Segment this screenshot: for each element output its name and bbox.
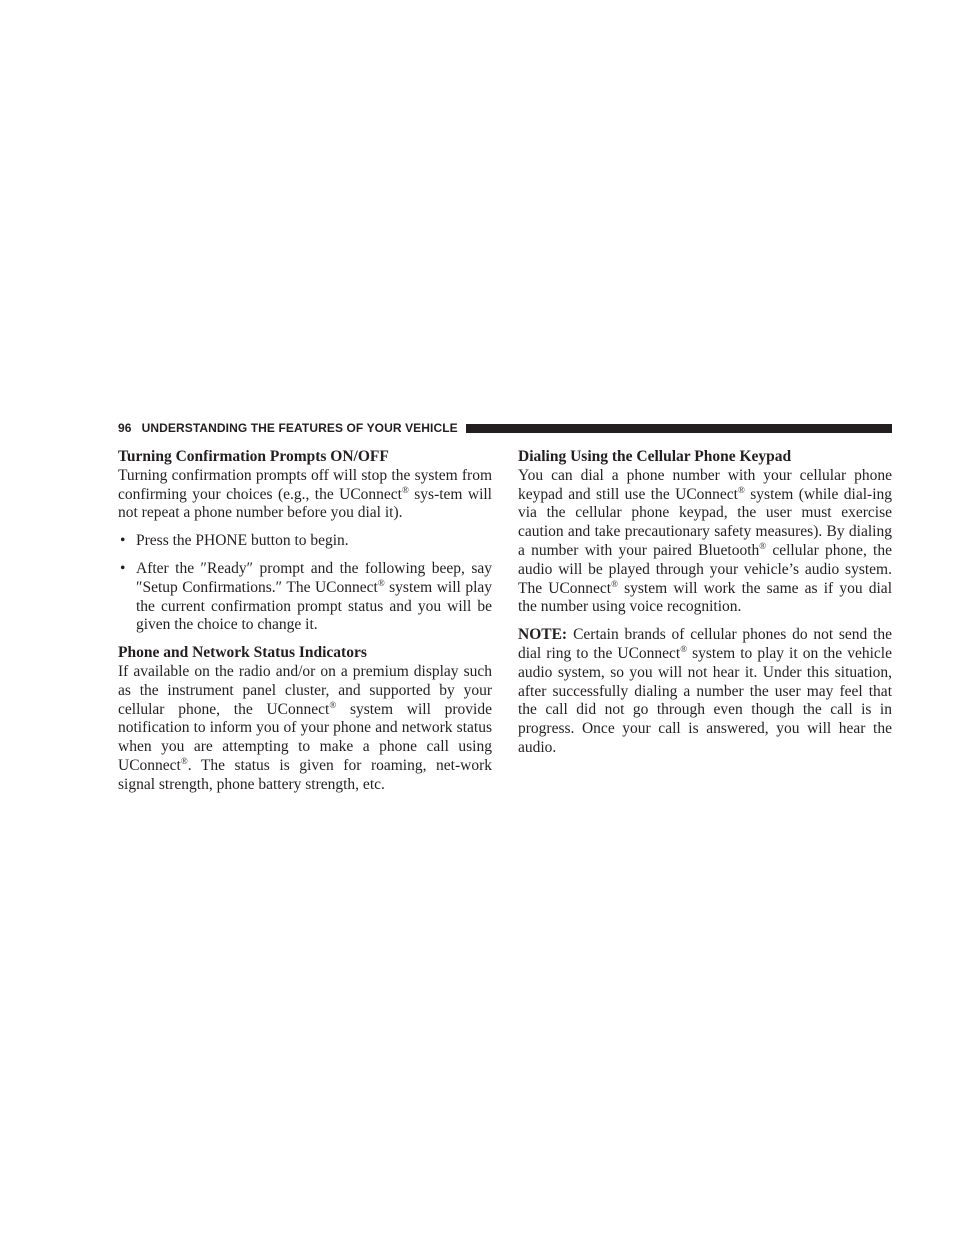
heading-status-indicators: Phone and Network Status Indicators [118,644,367,662]
heading-confirmation-prompts: Turning Confirmation Prompts ON/OFF [118,448,389,465]
paragraph-status-indicators: If available on the radio and/or on a premium display such as the instrument panel cluster, and supported by your cellular phone, the UConnect® system will provide notification to inform you of your phone and network status when you are attempting to make a phone call using UConnect®. The status is given for roaming, net-work signal strength, phone battery strength, etc. [118,662,492,793]
bullet-list [118,532,492,635]
paragraph-keypad-dialing: You can dial a phone number with your cellular phone keypad and still use the UConnect® system (while dial-ing via the cellular phone keypad, the user must exercise caution and take precautionary safety measures). By dialing a number with your paired Bluetooth® cellular phone, the audio will be played through your vehicle’s audio system. The UConnect® system will work the same as if you dial the number using voice recognition. [518,466,892,616]
bullet-icon: • [120,559,126,577]
heading-keypad-dialing: Dialing Using the Cellular Phone Keypad [518,448,792,465]
page-header [118,420,892,436]
paragraph-confirmation-prompts: Turning confirmation prompts off will stop the system from confirming your choices (e.g., the UConnect® sys-tem will not repeat a phone number before you dial it). [118,466,492,522]
bullet-icon: • [120,532,126,550]
list-item [118,560,492,635]
note-label: NOTE: [518,626,568,644]
list-item-text: Press the PHONE button to begin. [136,532,349,550]
list-item-text: After the ″Ready″ prompt and the following beep, say ″Setup Confirmations.″ The UConnect® system will play the current confirmation prompt status and you will be given the choice to change it. [136,559,493,634]
note-paragraph [518,626,892,758]
page-number: 96 [118,421,132,435]
left-column [118,448,492,795]
right-column [518,448,892,758]
note-text: Certain brands of cellular phones do not send the dial ring to the UConnect® system to play it on the vehicle audio system, so you will not hear it. Under this situation, after successfully dialing a number the user may feel that the call did not go through even though the call is in progress. Once your call is answered, you will hear the audio. [518,626,892,756]
header-rule [466,424,892,433]
list-item [118,532,492,551]
section-title: UNDERSTANDING THE FEATURES OF YOUR VEHICLE [141,421,458,435]
